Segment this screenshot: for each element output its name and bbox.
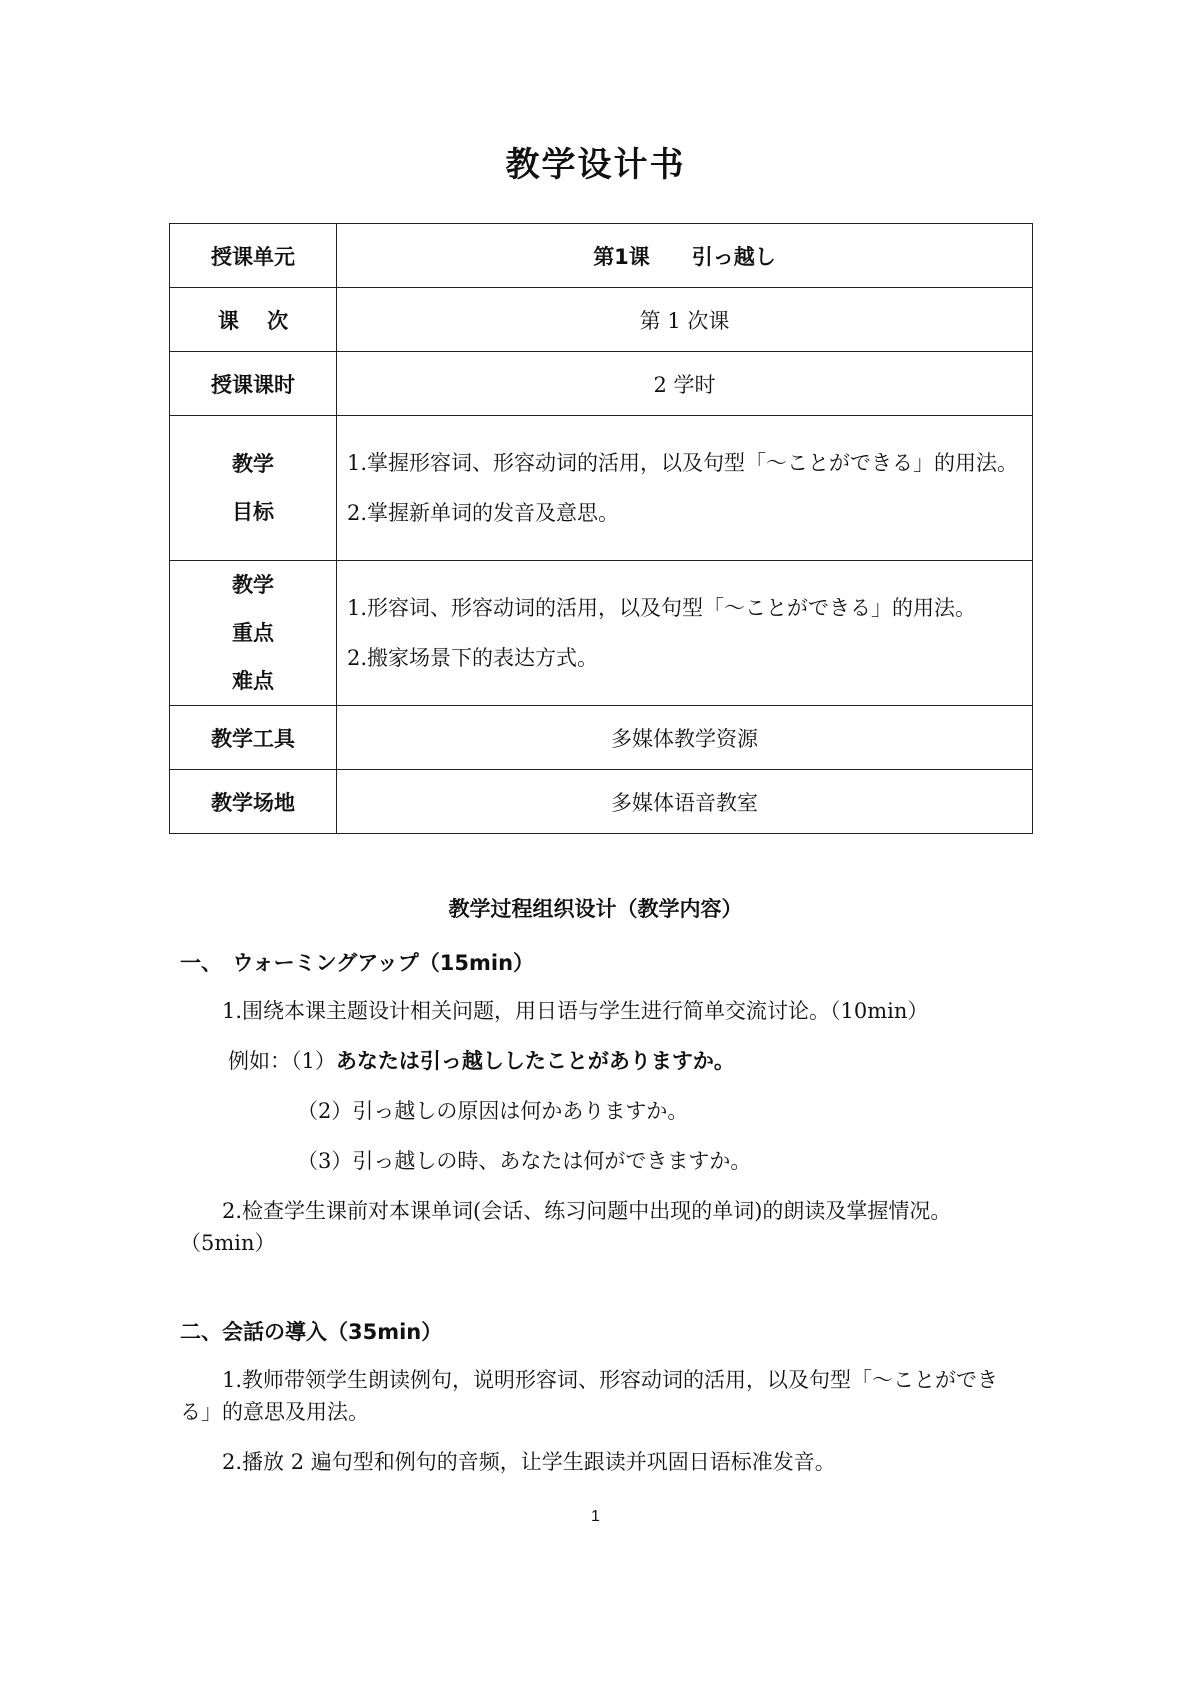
tools-label: 教学工具 [170,706,337,770]
hours-value: 2 学时 [337,352,1033,416]
goals-content [337,416,1033,561]
section-heading-conversation: 二、会話の導入（35min） [180,1320,443,1344]
section-heading-warmup: 一、 ウォーミングアップ（15min） [180,951,535,975]
keypoints-label-line: 教学 [232,573,274,597]
example-question-3: （3）引っ越しの時、あなたは何ができますか。 [297,1149,752,1173]
table-row-session [170,288,1033,352]
table-row-venue [170,770,1033,834]
section-warmup [180,947,1016,1259]
venue-label: 教学场地 [170,770,337,834]
goals-label-line: 教学 [232,452,274,476]
keypoint-item: 2.搬家场景下的表达方式。 [347,646,599,670]
example-question-1: あなたは引っ越ししたことがありますか。 [335,1049,735,1073]
unit-value: 第1课 引っ越し [337,224,1033,288]
venue-value: 多媒体语音教室 [337,770,1033,834]
keypoints-label-line: 重点 [232,621,274,645]
table-row-unit [170,224,1033,288]
table-row-goals [170,416,1033,561]
conversation-item-1: 1.教师带领学生朗读例句，说明形容词、形容动词的活用，以及句型「～ことができる」的意思及用法。 [180,1368,999,1424]
page-number: 1 [591,1508,600,1525]
goals-label-line: 目标 [232,500,274,524]
section-conversation [180,1316,1016,1478]
unit-label: 授课单元 [170,224,337,288]
table-row-keypoints [170,561,1033,706]
example-prefix: 例如：（1） [228,1049,336,1073]
keypoints-label-line: 难点 [232,669,274,693]
hours-label: 授课课时 [170,352,337,416]
session-value: 第 1 次课 [337,288,1033,352]
goals-label [170,416,337,561]
keypoints-label [170,561,337,706]
process-heading: 教学过程组织设计（教学内容） [448,897,743,921]
tools-value: 多媒体教学资源 [337,706,1033,770]
example-question-2: （2）引っ越しの原因は何かありますか。 [297,1099,689,1123]
session-label: 课 次 [170,288,337,352]
keypoints-content [337,561,1033,706]
keypoint-item: 1.形容词、形容动词的活用，以及句型「～ことができる」的用法。 [347,596,977,620]
warmup-item-2: 2.检查学生课前对本课单词(会话、练习问题中出现的单词)的朗读及掌握情况。（5min） [180,1199,952,1255]
warmup-item-1: 1.围绕本课主题设计相关问题，用日语与学生进行简单交流讨论。（10min） [222,999,929,1023]
table-row-hours [170,352,1033,416]
conversation-item-2: 2.播放 2 遍句型和例句的音频，让学生跟读并巩固日语标准发音。 [222,1450,836,1474]
lesson-info-table [169,223,1033,834]
example-line-1 [180,1045,1016,1077]
goal-item: 1.掌握形容词、形容动词的活用，以及句型「～ことができる」的用法。 [347,451,1019,475]
document-title: 教学设计书 [505,145,686,185]
goal-item: 2.掌握新单词的发音及意思。 [347,501,620,525]
table-row-tools [170,706,1033,770]
